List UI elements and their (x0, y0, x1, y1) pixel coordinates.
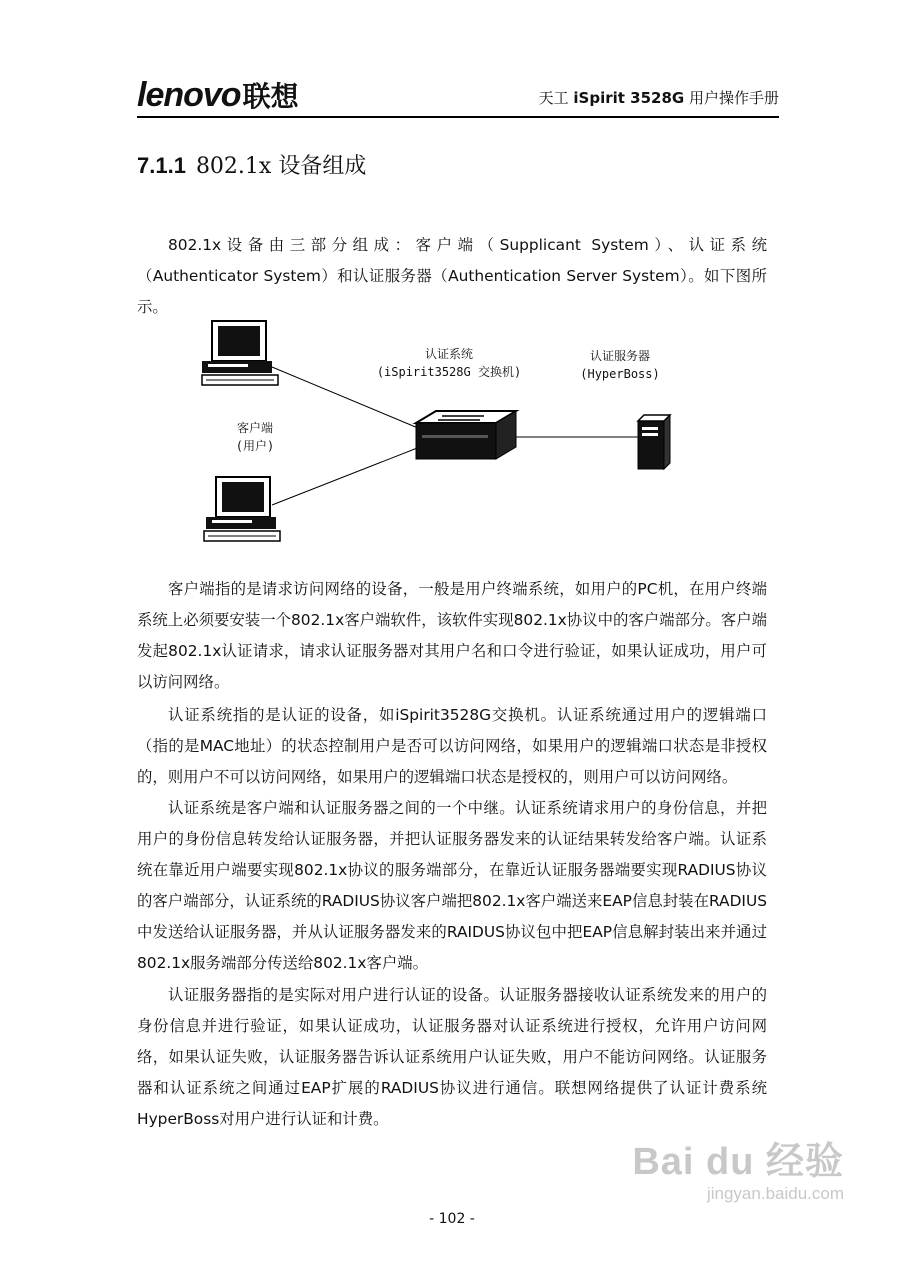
paragraph-auth-server: 认证服务器指的是实际对用户进行认证的设备。认证服务器接收认证系统发来的用户的身份信息并进行验证，如果认证成功，认证服务器对认证系统进行授权，允许用户访问网络，如果认证失败，认证服务器告诉认证系统用户认证失败，用户不能访问网络。认证服务器和认证系统之间通过EAP扩展的RADIUS协议进行通信。联想网络提供了认证计费系统HyperBoss对用户进行认证和计费。 (137, 986, 767, 1128)
client-pc-top-icon (202, 321, 278, 385)
baidu-watermark (632, 1140, 844, 1204)
auth-server-product: (HyperBoss) (580, 367, 660, 381)
section-title: 802.1x 设备组成 (195, 154, 367, 179)
lenovo-logo (137, 76, 299, 116)
paragraph-client: 客户端指的是请求访问网络的设备，一般是用户终端系统，如用户的PC机，在用户终端系统上必须要安装一个802.1x客户端软件，该软件实现802.1x协议中的客户端部分。客户端发起802.1x认证请求，请求认证服务器对其用户名和口令进行验证，如果认证成功，用户可以访问网络。 (137, 580, 767, 691)
server-icon (638, 415, 670, 469)
section-number: 7.1.1 (137, 153, 186, 178)
page-number: - 102 - (429, 1211, 475, 1227)
logo-text: lenovo (137, 76, 241, 114)
paragraph-relay: 认证系统是客户端和认证服务器之间的一个中继。认证系统请求用户的身份信息，并把用户的身份信息转发给认证服务器，并把认证服务器发来的认证结果转发给客户端。认证系统在靠近用户端要实现802.1x协议的服务端部分，在靠近认证服务器端要实现RADIUS协议的客户端部分，认证系统的RADIUS协议客户端把802.1x客户端送来EAP信息封装在RADIUS中发送给认证服务器，并从认证服务器发来的RAIDUS协议包中把EAP信息解封装出来并通过802.1x服务端部分传送给802.1x客户端。 (137, 799, 767, 972)
client-label (220, 419, 290, 455)
network-diagram (180, 315, 700, 555)
section-heading (137, 152, 366, 181)
intro-paragraph: 802.1x设备由三部分组成：客户端（Supplicant System）、认证系统（Authenticator System）和认证服务器（Authentication Server System）。如下图所示。 (137, 236, 767, 316)
switch-icon (416, 411, 516, 459)
title-prefix: 天工 (538, 89, 574, 107)
auth-server-label (570, 347, 670, 383)
auth-system-device: (iSpirit3528G 交换机) (376, 365, 522, 379)
watermark-brand: Bai du 经验 (632, 1141, 844, 1183)
manual-title (539, 88, 779, 108)
auth-system-name: 认证系统 (424, 347, 473, 361)
client-name: 客户端 (236, 421, 273, 435)
auth-system-label (374, 345, 524, 381)
client-pc-bottom-icon (204, 477, 280, 541)
logo-cn-text: 联想 (242, 81, 299, 112)
title-product: iSpirit 3528G (573, 89, 685, 107)
title-suffix: 用户操作手册 (684, 89, 779, 107)
paragraph-auth-system: 认证系统指的是认证的设备，如iSpirit3528G交换机。认证系统通过用户的逻辑端口（指的是MAC地址）的状态控制用户是否可以访问网络，如果用户的逻辑端口状态是非授权的，则用户不可以访问网络，如果用户的逻辑端口状态是授权的，则用户可以访问网络。 (137, 706, 767, 786)
auth-server-name: 认证服务器 (589, 349, 650, 363)
watermark-url: jingyan.baidu.com (706, 1184, 844, 1203)
client-user: (用户) (235, 439, 275, 453)
page-header (137, 76, 779, 118)
link-client-bottom (272, 443, 430, 505)
